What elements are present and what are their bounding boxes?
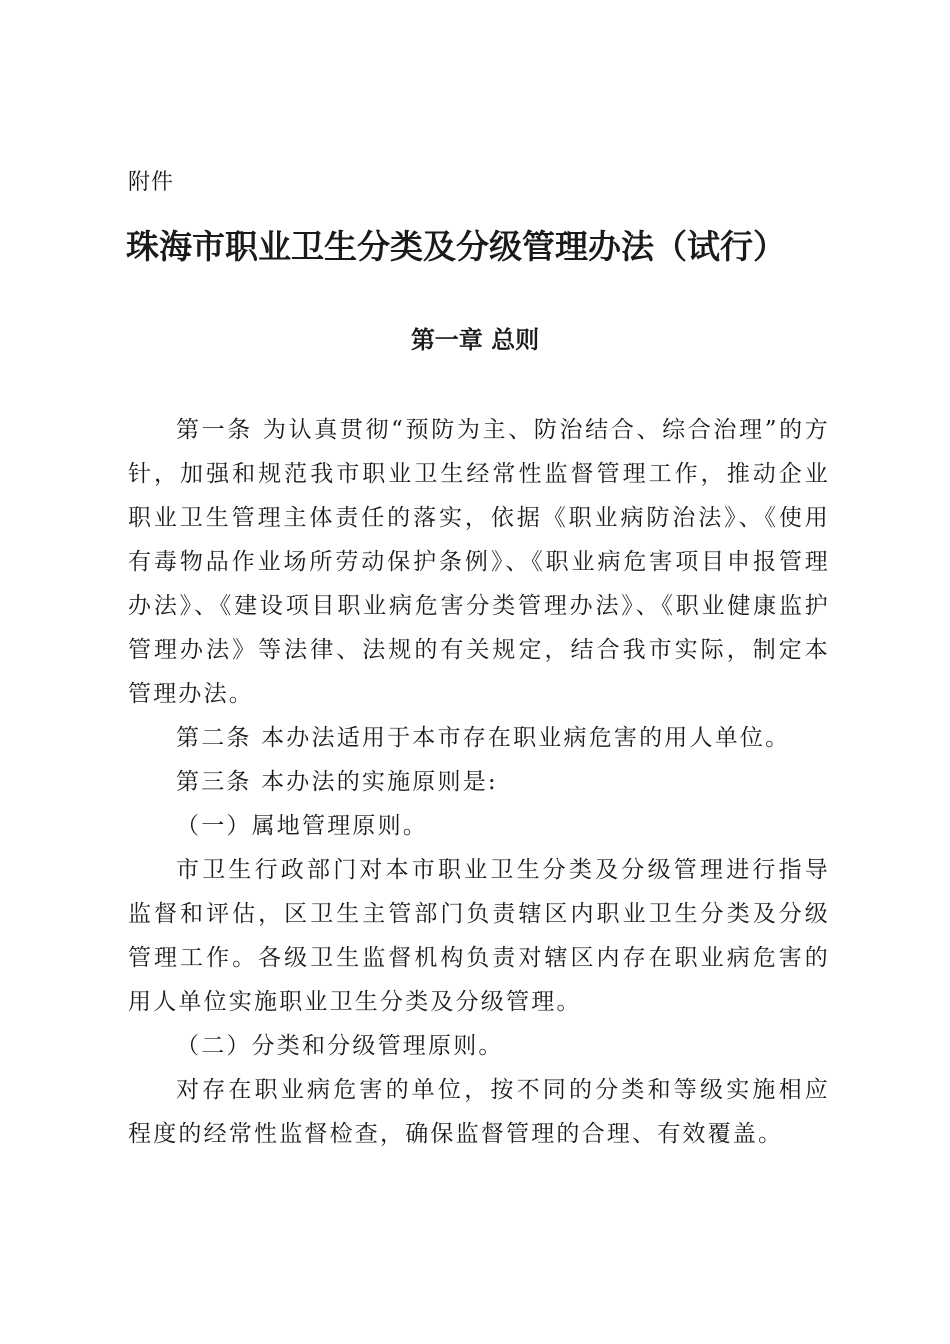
- paragraph-principle-1-body: 市卫生行政部门对本市职业卫生分类及分级管理进行指导监督和评估，区卫生主管部门负责辖区内职业卫生分类及分级管理工作。各级卫生监督机构负责对辖区内存在职业病危害的用人单位实施职业卫生分类及分级管理。: [128, 857, 830, 1015]
- attachment-label: 附件: [128, 170, 175, 195]
- paragraph-principle-2-body: 对存在职业病危害的单位，按不同的分类和等级实施相应程度的经常性监督检查，确保监督管理的合理、有效覆盖。: [128, 1077, 830, 1147]
- chapter-heading: 第一章 总则: [410, 326, 540, 354]
- document-title: 珠海市职业卫生分类及分级管理办法（试行）: [126, 227, 786, 266]
- paragraph-principle-2-heading: （二）分类和分级管理原则。: [176, 1033, 504, 1059]
- paragraph-principle-1-heading: （一）属地管理原则。: [176, 813, 428, 839]
- paragraph-article-2: 第二条 本办法适用于本市存在职业病危害的用人单位。: [176, 725, 791, 751]
- paragraph-article-1: 第一条 为认真贯彻“预防为主、防治结合、综合治理”的方针，加强和规范我市职业卫生经常性监督管理工作，推动企业职业卫生管理主体责任的落实，依据《职业病防治法》、《使用有毒物品作业场所劳动保护条例》、《职业病危害项目申报管理办法》、《建设项目职业病危害分类管理办法》、《职业健康监护管理办法》等法律、法规的有关规定，结合我市实际，制定本管理办法。: [128, 417, 830, 707]
- paragraph-article-3: 第三条 本办法的实施原则是:: [176, 769, 498, 795]
- document-body: [128, 408, 830, 1156]
